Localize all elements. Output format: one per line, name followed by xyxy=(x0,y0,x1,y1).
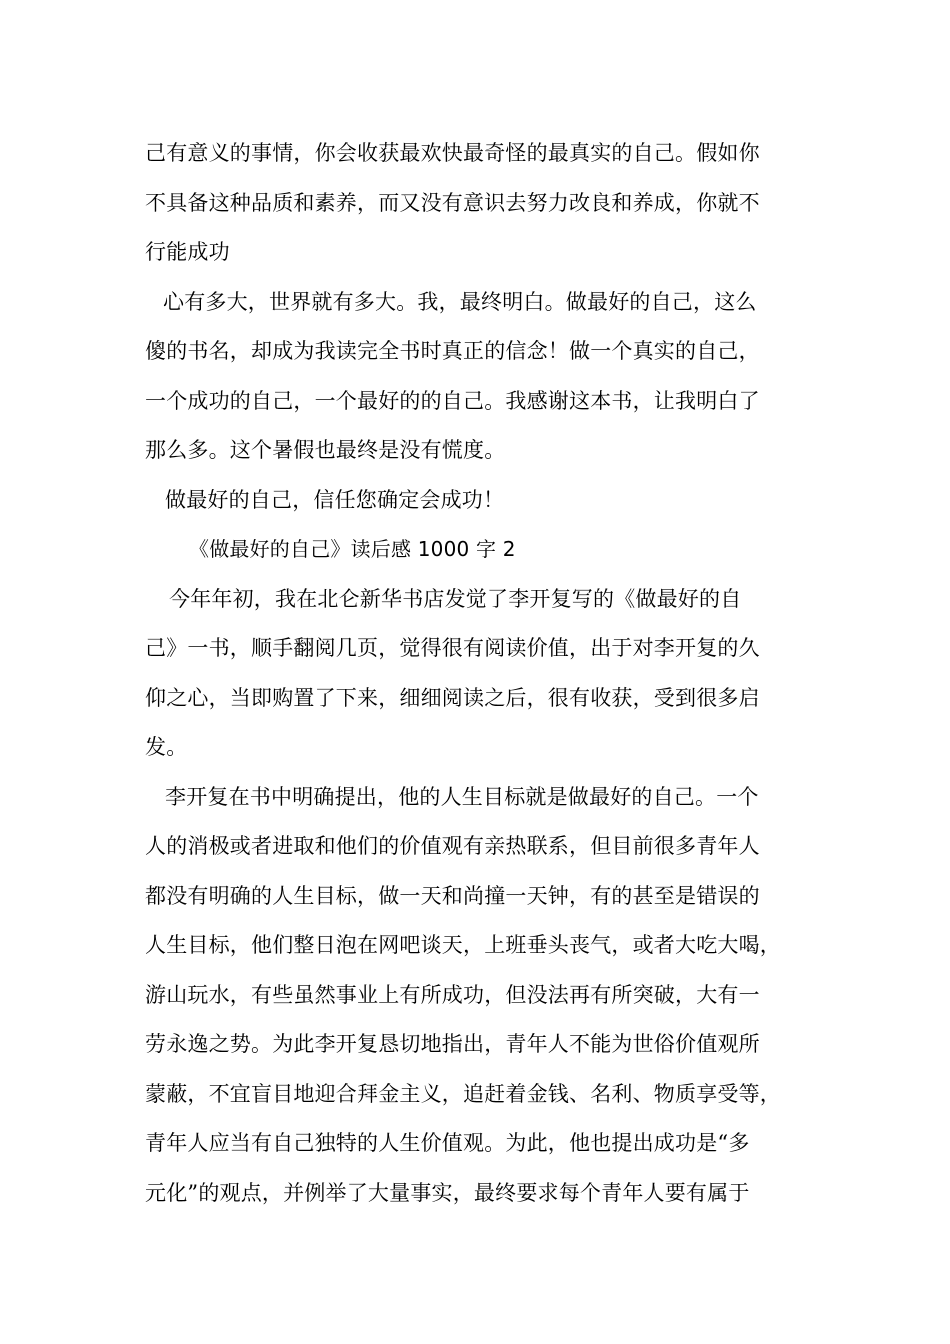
text-line: 人的消极或者进取和他们的价值观有亲热联系，但目前很多青年人 xyxy=(145,834,760,858)
paragraph-start-line: 心有多大，世界就有多大。我，最终明白。做最好的自己，这么 xyxy=(163,289,757,314)
text-line: 发。 xyxy=(145,735,188,759)
text-line: 游山玩水，有些虽然事业上有所成功，但没法再有所突破，大有一 xyxy=(145,982,760,1007)
text-line: 都没有明确的人生目标，做一天和尚撞一天钟，有的甚至是错误的 xyxy=(145,883,760,908)
text-line: 傻的书名，却成为我读完全书时真正的信念！做一个真实的自己， xyxy=(145,339,760,363)
text-line: 那么多。这个暑假也最终是没有慌度。 xyxy=(145,438,506,462)
paragraph-start-line: 李开复在书中明确提出，他的人生目标就是做最好的自己。一个 xyxy=(165,784,759,809)
paragraph-start-line: 今年年初，我在北仑新华书店发觉了李开复写的《做最好的自 xyxy=(169,586,742,611)
text-line: 劳永逸之势。为此李开复恳切地指出，青年人不能为世俗价值观所 xyxy=(145,1032,760,1056)
document-body xyxy=(145,129,825,1218)
section-title: 《做最好的自己》读后感 1000 字 2 xyxy=(189,537,516,561)
paragraph-start-line: 做最好的自己，信任您确定会成功！ xyxy=(165,487,505,512)
text-line: 一个成功的自己，一个最好的的自己。我感谢这本书，让我明白了 xyxy=(145,388,760,413)
text-line: 己有意义的事情，你会收获最欢快最奇怪的最真实的自己。假如你 xyxy=(145,141,760,165)
text-line: 青年人应当有自己独特的人生价值观。为此，他也提出成功是“多 xyxy=(145,1131,750,1155)
text-line: 蒙蔽，不宜盲目地迎合拜金主义，追赶着金钱、名利、物质享受等， xyxy=(145,1081,781,1106)
text-line: 行能成功 xyxy=(145,240,230,264)
text-line: 元化”的观点，并例举了大量事实，最终要求每个青年人要有属于 xyxy=(145,1180,750,1205)
text-line: 人生目标，他们整日泡在网吧谈天，上班垂头丧气，或者大吃大喝， xyxy=(145,933,781,957)
text-line: 不具备这种品质和素养，而又没有意识去努力改良和养成，你就不 xyxy=(145,190,760,215)
text-line: 己》一书，顺手翻阅几页，觉得很有阅读价值，出于对李开复的久 xyxy=(145,636,760,660)
text-line: 仰之心，当即购置了下来，细细阅读之后，很有收获，受到很多启 xyxy=(145,685,760,710)
